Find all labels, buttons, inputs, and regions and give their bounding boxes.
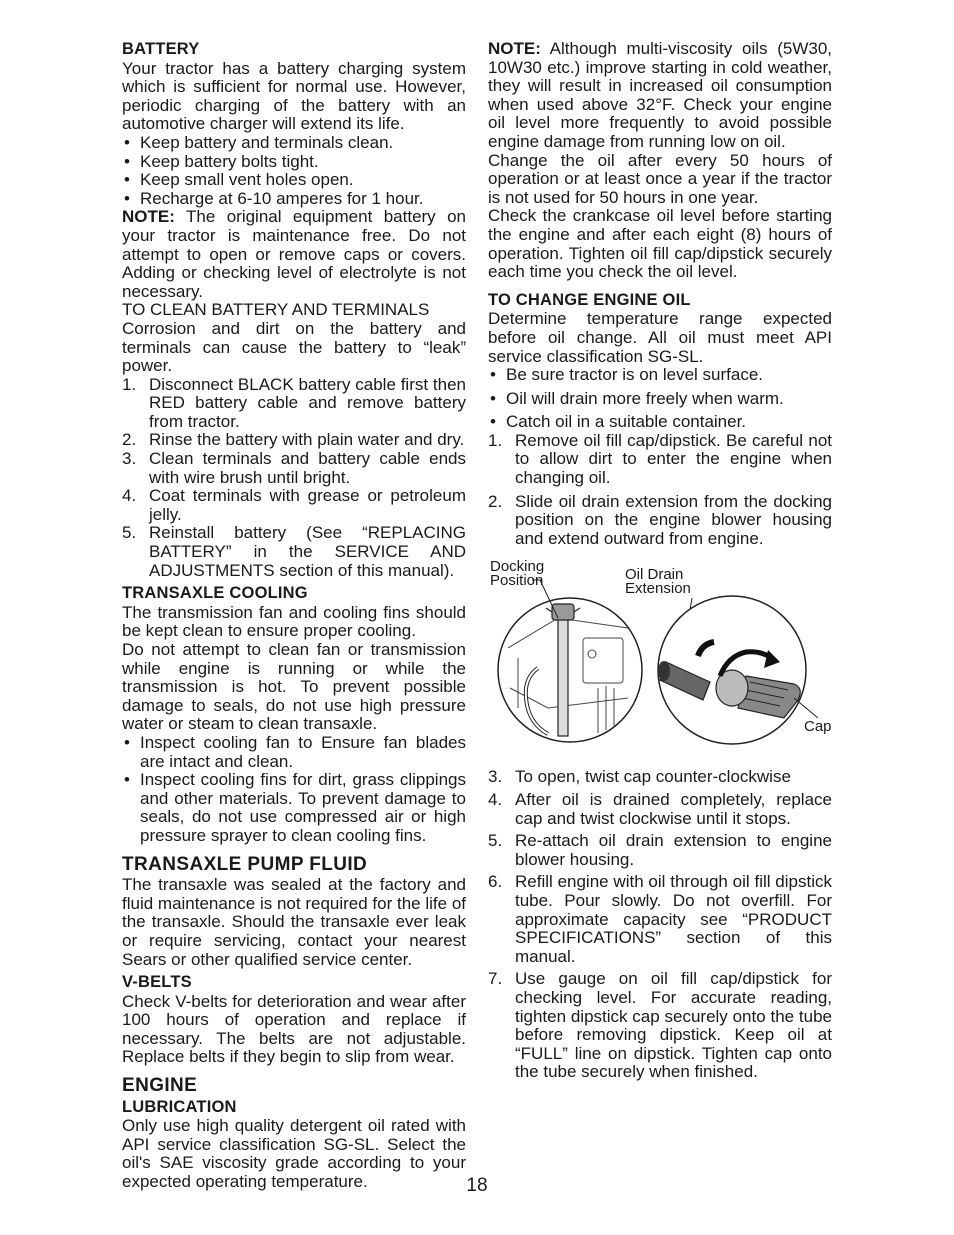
- oil-bullet: • Catch oil in a suitable container.: [488, 413, 832, 432]
- battery-intro: Your tractor has a battery charging system which is sufficient for normal use. However, periodic charging of the battery with an automotive charger will extend its life.: [122, 58, 466, 134]
- transaxle-cooling-text: Do not attempt to clean fan or transmission while engine is running or while the transmission is hot. To prevent possible damage to seals, do not use high pressure water or steam to clean transaxle.: [122, 640, 466, 734]
- note-label: NOTE:: [122, 207, 175, 227]
- oil-drain-extension-label: Oil Drain Extension: [625, 566, 691, 598]
- battery-bullet: • Keep battery and terminals clean.: [122, 134, 466, 153]
- step-number: 3.: [122, 449, 137, 469]
- note-text: Although multi-viscosity oils (5W30, 10W30 etc.) improve starting in cold weather, they will result in increased oil consumption when used above 32°F. Check your engine oil level more frequently to avoid possible engine damage from running low on oil.: [488, 39, 832, 151]
- step-text: Clean terminals and battery cable ends with wire brush until bright.: [149, 449, 466, 487]
- step-text: Remove oil fill cap/dipstick. Be careful not to allow dirt to enter the engine when changing oil.: [515, 430, 832, 488]
- step-item: [122, 487, 466, 524]
- step-number: 2.: [122, 430, 137, 450]
- step-text: Rinse the battery with plain water and dry.: [149, 430, 465, 450]
- change-oil-steps-a: [488, 432, 832, 549]
- page-number: 18: [466, 1175, 488, 1196]
- change-oil-heading: TO CHANGE ENGINE OIL: [488, 290, 691, 309]
- step-number: 3.: [488, 767, 503, 787]
- step-text: Slide oil drain extension from the docking position on the engine blower housing and extend outward from engine.: [515, 491, 832, 548]
- step-number: 5.: [122, 523, 137, 543]
- lubrication-heading: LUBRICATION: [122, 1097, 237, 1116]
- step-number: 4.: [488, 790, 503, 810]
- oil-check-text: Check the crankcase oil level before starting the engine and after each eight (8) hours of operation. Tighten oil fill cap/dipstick securely each time you check the oil level.: [488, 206, 832, 282]
- step-item: [488, 791, 832, 828]
- note-text: The original equipment battery on your tractor is maintenance free. Do not attempt to open or remove caps or covers. Adding or checking level of electrolyte is not necessary.: [122, 207, 467, 301]
- transaxle-cooling-text: The transmission fan and cooling fins should be kept clean to ensure proper cooling.: [122, 602, 466, 641]
- clean-battery-intro: Corrosion and dirt on the battery and terminals can cause the battery to “leak” power.: [122, 318, 466, 376]
- step-item: [122, 431, 466, 450]
- battery-bullet: • Keep battery bolts tight.: [122, 153, 466, 172]
- step-item: [488, 970, 832, 1082]
- vbelts-text: Check V-belts for deterioration and wear after 100 hours of operation and replace if necessary. The belts are not adjustable. Replace belts if they begin to slip from wear.: [122, 991, 466, 1067]
- left-column: [122, 40, 466, 1192]
- step-text: Coat terminals with grease or petroleum jelly.: [149, 486, 466, 524]
- change-oil-intro: Determine temperature range expected before oil change. All oil must meet API service classification SG-SL.: [488, 309, 832, 366]
- docking-position-label: Docking Position: [490, 558, 545, 590]
- pump-fluid-text: The transaxle was sealed at the factory and fluid maintenance is not required for the life of the transaxle. Should the transaxle ever leak or require servicing, contact your nearest Sears or other qualified service center.: [122, 875, 466, 969]
- cooling-bullet-list: [122, 734, 466, 846]
- step-number: 1.: [488, 430, 503, 450]
- step-number: 5.: [488, 831, 503, 851]
- step-text: Use gauge on oil fill cap/dipstick for checking level. For accurate reading, tighten dipstick cap securely onto the tube before removing dipstick. Keep oil at “FULL” line on dipstick. Tighten cap onto the tube securely when finished.: [515, 969, 832, 1082]
- step-text: Reinstall battery (See “REPLACING BATTERY” in the SERVICE AND ADJUSTMENTS section of this manual).: [149, 523, 466, 580]
- step-text: After oil is drained completely, replace cap and twist clockwise until it stops.: [515, 790, 832, 828]
- step-item: [122, 376, 466, 432]
- step-item: [488, 768, 832, 787]
- cap-label: Cap: [804, 718, 832, 736]
- step-item: [122, 524, 466, 580]
- step-item: [488, 493, 832, 549]
- step-number: 4.: [122, 486, 137, 506]
- engine-heading: ENGINE: [122, 1075, 198, 1097]
- cooling-bullet: • Inspect cooling fins for dirt, grass clippings and other materials. To prevent damage to seals, do not use compressed air or high pressure sprayer to clean cooling fins.: [122, 771, 466, 845]
- step-number: 2.: [488, 491, 503, 511]
- clean-battery-heading: TO CLEAN BATTERY AND TERMINALS: [122, 300, 430, 320]
- battery-bullet: • Recharge at 6-10 amperes for 1 hour.: [122, 190, 466, 209]
- step-number: 7.: [488, 969, 503, 989]
- clean-battery-steps: [122, 376, 466, 581]
- step-text: To open, twist cap counter-clockwise: [515, 767, 791, 787]
- oil-bullet: • Be sure tractor is on level surface.: [488, 366, 832, 385]
- battery-bullet-list: [122, 134, 466, 208]
- cooling-bullet: • Inspect cooling fan to Ensure fan blades are intact and clean.: [122, 734, 466, 771]
- note-label: NOTE:: [488, 39, 541, 58]
- step-text: Disconnect BLACK battery cable first then RED battery cable and remove battery from tractor.: [149, 374, 466, 431]
- step-item: [488, 873, 832, 966]
- step-item: [488, 832, 832, 869]
- oil-bullet: • Oil will drain more freely when warm.: [488, 390, 832, 409]
- battery-heading: BATTERY: [122, 40, 200, 58]
- step-text: Refill engine with oil through oil fill dipstick tube. Pour slowly. Do not overfill. For approximate capacity see “PRODUCT SPECIFICATIONS” section of this manual.: [515, 872, 832, 966]
- change-oil-bullets: [488, 366, 832, 432]
- step-number: 6.: [488, 872, 503, 892]
- oil-change-interval: Change the oil after every 50 hours of operation or at least once a year if the tractor is not used for 50 hours in one year.: [488, 150, 832, 207]
- battery-bullet: • Keep small vent holes open.: [122, 171, 466, 190]
- oil-drain-figure: [488, 558, 832, 754]
- transaxle-cooling-heading: TRANSAXLE COOLING: [122, 584, 308, 603]
- vbelts-heading: V-BELTS: [122, 973, 192, 992]
- lubrication-text: Only use high quality detergent oil rated with API service classification SG-SL. Select the oil's SAE viscosity grade according to your expected operating temperature.: [122, 1116, 466, 1192]
- step-item: [488, 432, 832, 488]
- step-text: Re-attach oil drain extension to engine blower housing.: [515, 831, 832, 869]
- oil-note: [488, 40, 832, 152]
- battery-note: [122, 208, 466, 301]
- right-column: [488, 40, 832, 1082]
- step-item: [122, 450, 466, 487]
- pump-fluid-heading: TRANSAXLE PUMP FLUID: [122, 853, 368, 875]
- change-oil-steps-b: [488, 768, 832, 1082]
- step-number: 1.: [122, 374, 137, 394]
